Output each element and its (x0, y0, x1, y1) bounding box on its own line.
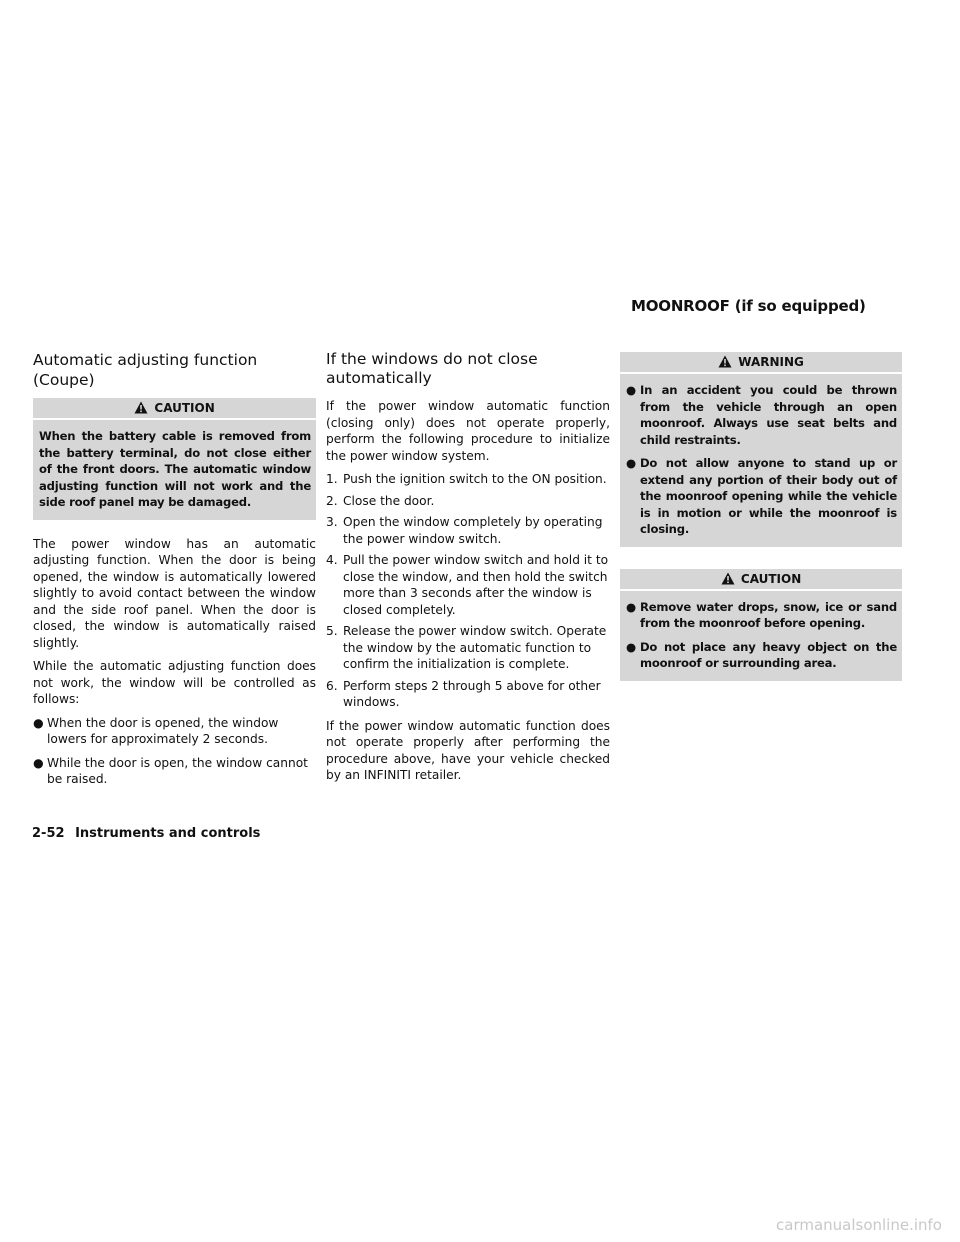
warning-header (620, 352, 902, 374)
bullet-list (33, 715, 316, 788)
warning-triangle-icon (718, 355, 732, 368)
caution-label: CAUTION (740, 571, 802, 586)
moonroof-heading: MOONROOF (if so equipped) (631, 297, 866, 315)
caution-box (33, 398, 316, 520)
caution-header (33, 398, 316, 420)
warning-box (620, 352, 902, 547)
section-title-windows-close: If the windows do not close automatically (326, 350, 538, 387)
list-item: ● Remove water drops, snow, ice or sand from the moonroof before opening. (626, 599, 897, 630)
warning-label: WARNING (738, 355, 804, 369)
bullet-icon: ● (33, 715, 44, 730)
bullet-list (626, 382, 897, 538)
warning-triangle-icon (134, 401, 148, 414)
bullet-icon: ● (626, 639, 636, 654)
caution-box (620, 569, 902, 681)
column-windows-close (326, 350, 610, 791)
watermark: carmanualsonline.info (776, 1216, 942, 1234)
column-automatic-adjusting (33, 350, 316, 795)
paragraph: If the power window automatic function (closing only) does not operate properly, perform the following procedure to initialize the power window system. (326, 399, 610, 463)
page-number: 2-52 (32, 826, 65, 841)
paragraph: If the power window automatic function does not operate properly after performing the procedure above, have your vehicle checked by an INFINITI retailer. (326, 718, 610, 782)
caution-label: CAUTION (154, 401, 215, 415)
warning-triangle-icon (721, 572, 735, 585)
bullet-icon: ● (626, 383, 636, 397)
footer-section: Instruments and controls (75, 826, 261, 841)
bullet-icon: ● (33, 755, 44, 770)
list-item: 1. Push the ignition switch to the ON position. (326, 472, 607, 486)
list-item: ● Do not allow anyone to stand up or extend any portion of their body out of the moonroof opening while the vehicle is in motion or while the moonroof is closing. (626, 456, 897, 536)
list-item: ● In an accident you could be thrown from the vehicle through an open moonroof. Always use seat belts and child restraints. (626, 383, 897, 447)
section-title-automatic-adjusting: Automatic adjusting function (Coupe) (33, 351, 258, 389)
caution-text: When the battery cable is removed from the battery terminal, do not close either of the front doors. The automatic window adjusting function will not work and the side roof panel may be damaged. (39, 429, 311, 509)
list-item: 3. Open the window completely by operating the power window switch. (326, 515, 603, 546)
list-item: ● Do not place any heavy object on the moonroof or surrounding area. (626, 639, 897, 670)
list-item: 6. Perform steps 2 through 5 above for other windows. (326, 678, 601, 709)
bullet-list (626, 599, 897, 672)
list-item: ● When the door is opened, the window lowers for approximately 2 seconds. (33, 715, 279, 746)
warning-body (620, 374, 902, 547)
paragraph: While the automatic adjusting function does not work, the window will be controlled as follows: (33, 659, 316, 706)
bullet-icon: ● (626, 599, 636, 614)
page-footer (32, 826, 260, 841)
bullet-icon: ● (626, 456, 636, 470)
step-list (326, 471, 610, 711)
list-item: 2. Close the door. (326, 493, 435, 508)
paragraph: The power window has an automatic adjusting function. When the door is being opened, the window is automatically lowered slightly to avoid contact between the window and the side roof panel. When the door is closed, the window is automatically raised slightly. (33, 536, 316, 650)
caution-header (620, 569, 902, 591)
column-moonroof (620, 352, 902, 681)
list-item: ● While the door is open, the window cannot be raised. (33, 755, 308, 786)
list-item: 4. Pull the power window switch and hold it to close the window, and then hold the switch more than 3 seconds after the window is closed completely. (326, 553, 609, 617)
list-item: 5. Release the power window switch. Operate the window by the automatic function to confirm the initialization is complete. (326, 624, 607, 671)
caution-body (620, 591, 902, 681)
